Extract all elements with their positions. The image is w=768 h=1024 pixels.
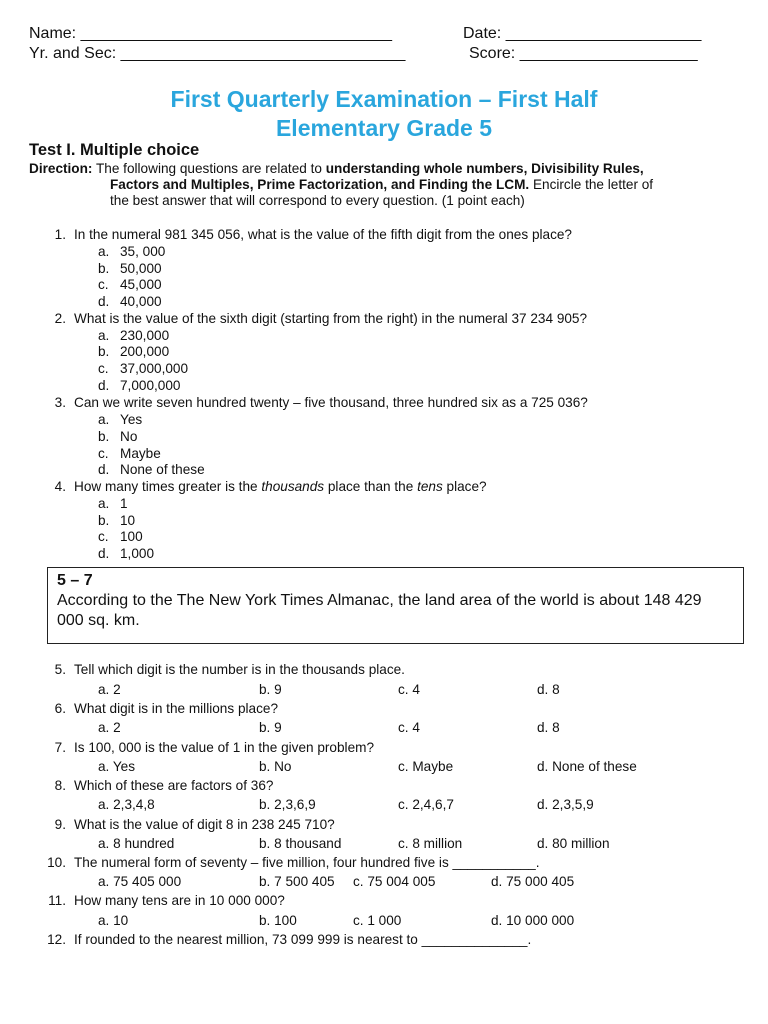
direction-line-2 bbox=[110, 177, 653, 192]
option-text: 40,000 bbox=[120, 294, 162, 309]
option-letter: d. bbox=[98, 546, 110, 561]
option-7d[interactable]: d. None of these bbox=[537, 759, 637, 774]
option-10d[interactable]: d. 75 000 405 bbox=[491, 874, 575, 889]
name-field-line[interactable]: Name: ___________________________________ bbox=[29, 25, 393, 42]
question-4 bbox=[42, 479, 487, 494]
question-number: 4. bbox=[54, 479, 66, 494]
option-text: None of these bbox=[120, 462, 205, 477]
option-letter: a. bbox=[98, 412, 110, 427]
question-number: 3. bbox=[54, 395, 66, 410]
option-letter: d. bbox=[98, 462, 110, 477]
option-11b[interactable]: b. 100 bbox=[259, 913, 297, 928]
option-letter: a. bbox=[98, 496, 110, 511]
year-section-field-line[interactable]: Yr. and Sec: ________________________________ bbox=[29, 45, 406, 62]
exam-title: First Quarterly Examination – First Half bbox=[170, 86, 598, 112]
question-5 bbox=[42, 662, 405, 677]
question-12 bbox=[42, 932, 531, 947]
question-7 bbox=[42, 740, 374, 755]
question-number: 2. bbox=[54, 311, 66, 326]
direction-label: Direction: bbox=[29, 161, 93, 176]
option-5b[interactable]: b. 9 bbox=[259, 682, 282, 697]
question-text: The numeral form of seventy – five million, four hundred five is ___________. bbox=[74, 855, 540, 870]
option-text: 37,000,000 bbox=[120, 361, 189, 376]
option-4b[interactable] bbox=[98, 513, 135, 528]
option-5a[interactable]: a. 2 bbox=[98, 682, 121, 697]
option-10a[interactable]: a. 75 405 000 bbox=[98, 874, 182, 889]
option-7a[interactable]: a. Yes bbox=[98, 759, 136, 774]
question-text: place than the bbox=[324, 479, 418, 494]
question-text: How many tens are in 10 000 000? bbox=[74, 893, 285, 908]
direction-line-1 bbox=[29, 161, 644, 176]
option-text: No bbox=[120, 429, 138, 444]
option-text: 35, 000 bbox=[120, 244, 166, 259]
question-text: Tell which digit is the number is in the thousands place. bbox=[74, 662, 405, 677]
question-number: 5. bbox=[54, 662, 66, 677]
option-letter: d. bbox=[98, 378, 110, 393]
question-text: What is the value of digit 8 in 238 245 710? bbox=[74, 817, 335, 832]
question-emphasis: thousands bbox=[261, 479, 325, 494]
option-letter: a. bbox=[98, 244, 110, 259]
question-text: Which of these are factors of 36? bbox=[74, 778, 274, 793]
option-9a[interactable]: a. 8 hundred bbox=[98, 836, 175, 851]
option-text: 7,000,000 bbox=[120, 378, 181, 393]
exam-subtitle: Elementary Grade 5 bbox=[275, 115, 493, 141]
option-letter: b. bbox=[98, 513, 110, 528]
option-letter: c. bbox=[98, 446, 109, 461]
option-3b[interactable] bbox=[98, 429, 137, 444]
section-heading: Test I. Multiple choice bbox=[29, 141, 200, 159]
question-text: How many times greater is the bbox=[74, 479, 262, 494]
question-11 bbox=[42, 893, 285, 908]
direction-text-cont: Encircle the letter of bbox=[529, 177, 654, 192]
option-9d[interactable]: d. 80 million bbox=[537, 836, 610, 851]
question-text: If rounded to the nearest million, 73 099 999 is nearest to ______________. bbox=[74, 932, 532, 947]
question-text: place? bbox=[442, 479, 487, 494]
option-letter: c. bbox=[98, 277, 109, 292]
option-letter: b. bbox=[98, 261, 110, 276]
option-letter: d. bbox=[98, 294, 110, 309]
option-7c[interactable]: c. Maybe bbox=[398, 759, 454, 774]
option-6d[interactable]: d. 8 bbox=[537, 720, 560, 735]
direction-topics: understanding whole numbers, Divisibility Rules, bbox=[325, 161, 644, 176]
box-title: 5 – 7 bbox=[57, 572, 93, 589]
question-text: Can we write seven hundred twenty – five thousand, three hundred six as a 725 036? bbox=[74, 395, 588, 410]
option-letter: c. bbox=[98, 361, 109, 376]
option-1b[interactable] bbox=[98, 261, 162, 276]
option-2a[interactable] bbox=[98, 328, 169, 343]
option-3c[interactable] bbox=[98, 446, 161, 461]
option-8d[interactable]: d. 2,3,5,9 bbox=[537, 797, 594, 812]
question-text: What is the value of the sixth digit (starting from the right) in the numeral 37 234 905? bbox=[74, 311, 588, 326]
option-3a[interactable] bbox=[98, 412, 142, 427]
option-text: 1 bbox=[120, 496, 128, 511]
option-10b[interactable]: b. 7 500 405 bbox=[259, 874, 335, 889]
option-8c[interactable]: c. 2,4,6,7 bbox=[398, 797, 454, 812]
option-2b[interactable] bbox=[98, 344, 169, 359]
question-1 bbox=[42, 227, 572, 242]
score-field-line[interactable]: Score: ____________________ bbox=[469, 45, 698, 62]
option-text: 10 bbox=[120, 513, 136, 528]
option-1a[interactable] bbox=[98, 244, 165, 259]
question-10 bbox=[42, 855, 539, 870]
question-number: 11. bbox=[48, 893, 66, 908]
option-letter: a. bbox=[98, 328, 110, 343]
option-2c[interactable] bbox=[98, 361, 188, 376]
question-8 bbox=[42, 778, 273, 793]
option-8a[interactable]: a. 2,3,4,8 bbox=[98, 797, 155, 812]
option-2d[interactable] bbox=[98, 378, 180, 393]
option-9c[interactable]: c. 8 million bbox=[398, 836, 463, 851]
question-text: What digit is in the millions place? bbox=[74, 701, 278, 716]
option-text: 1,000 bbox=[120, 546, 155, 561]
direction-text: The following questions are related to bbox=[92, 161, 326, 176]
option-text: 100 bbox=[120, 529, 143, 544]
option-10c[interactable]: c. 75 004 005 bbox=[353, 874, 436, 889]
option-text: Yes bbox=[120, 412, 143, 427]
date-field-line[interactable]: Date: ______________________ bbox=[463, 25, 702, 42]
option-7b[interactable]: b. No bbox=[259, 759, 292, 774]
option-text: Maybe bbox=[120, 446, 161, 461]
option-4c[interactable] bbox=[98, 529, 143, 544]
question-9 bbox=[42, 817, 335, 832]
question-number: 10. bbox=[47, 855, 66, 870]
option-text: 230,000 bbox=[120, 328, 170, 343]
option-text: 45,000 bbox=[120, 277, 162, 292]
option-letter: b. bbox=[98, 344, 110, 359]
question-number: 8. bbox=[54, 778, 66, 793]
option-8b[interactable]: b. 2,3,6,9 bbox=[259, 797, 316, 812]
option-text: 50,000 bbox=[120, 261, 162, 276]
option-6c[interactable]: c. 4 bbox=[398, 720, 420, 735]
option-11a[interactable]: a. 10 bbox=[98, 913, 129, 928]
option-letter: c. bbox=[98, 529, 109, 544]
option-4d[interactable] bbox=[98, 546, 154, 561]
option-4a[interactable] bbox=[98, 496, 128, 511]
problem-context-box bbox=[47, 567, 744, 644]
option-1d[interactable] bbox=[98, 294, 162, 309]
question-number: 9. bbox=[54, 817, 66, 832]
option-5d[interactable]: d. 8 bbox=[537, 682, 560, 697]
question-2 bbox=[42, 311, 587, 326]
option-text: 200,000 bbox=[120, 344, 170, 359]
direction-line-3: the best answer that will correspond to every question. (1 point each) bbox=[110, 193, 525, 208]
question-6 bbox=[42, 701, 278, 716]
option-9b[interactable]: b. 8 thousand bbox=[259, 836, 342, 851]
option-1c[interactable] bbox=[98, 277, 162, 292]
question-3 bbox=[42, 395, 588, 410]
box-text: According to the The New York Times Almanac, the land area of the world is about 148 429 000 sq. km. bbox=[57, 592, 702, 629]
question-emphasis: tens bbox=[417, 479, 443, 494]
option-3d[interactable] bbox=[98, 462, 205, 477]
direction-topics-cont: Factors and Multiples, Prime Factorization, and Finding the LCM. bbox=[110, 177, 530, 192]
question-text: Is 100, 000 is the value of 1 in the given problem? bbox=[74, 740, 375, 755]
option-11c[interactable]: c. 1 000 bbox=[353, 913, 402, 928]
option-5c[interactable]: c. 4 bbox=[398, 682, 420, 697]
option-6a[interactable]: a. 2 bbox=[98, 720, 121, 735]
question-number: 12. bbox=[47, 932, 66, 947]
option-letter: b. bbox=[98, 429, 110, 444]
question-text: In the numeral 981 345 056, what is the value of the fifth digit from the ones place? bbox=[74, 227, 572, 242]
option-11d[interactable]: d. 10 000 000 bbox=[491, 913, 575, 928]
question-number: 7. bbox=[54, 740, 66, 755]
question-number: 1. bbox=[54, 227, 66, 242]
question-number: 6. bbox=[54, 701, 66, 716]
option-6b[interactable]: b. 9 bbox=[259, 720, 282, 735]
